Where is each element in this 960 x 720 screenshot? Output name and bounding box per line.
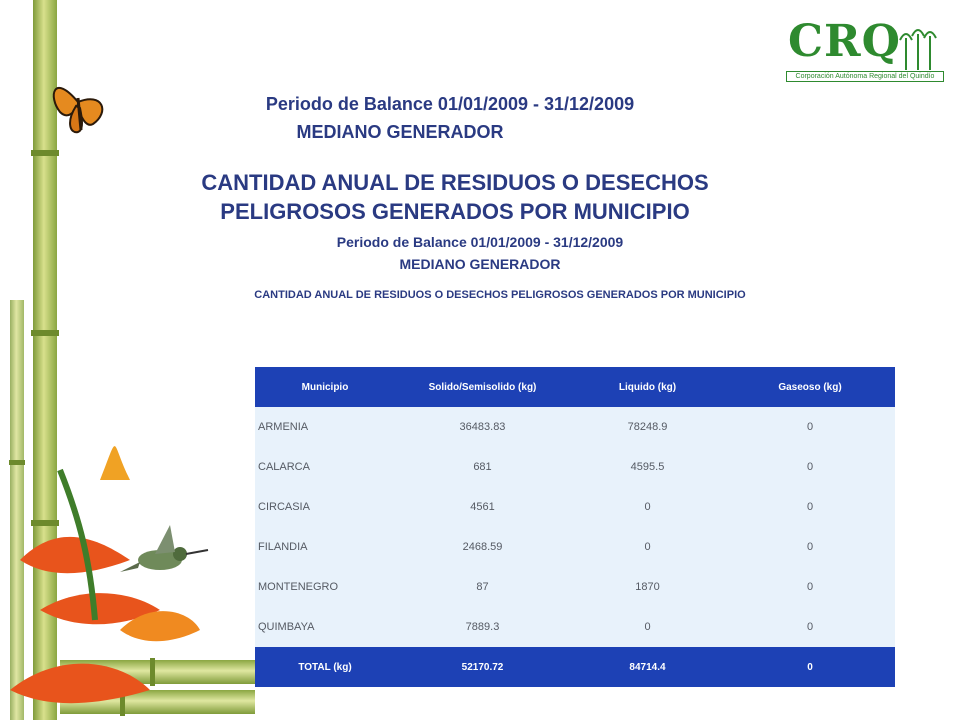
cell-liquido: 1870 xyxy=(570,567,725,607)
header-municipio: Municipio xyxy=(255,367,395,407)
total-gaseoso: 0 xyxy=(725,647,895,687)
cell-liquido: 78248.9 xyxy=(570,407,725,447)
header-liquido: Liquido (kg) xyxy=(570,367,725,407)
cell-gaseoso: 0 xyxy=(725,447,895,487)
total-liquido: 84714.4 xyxy=(570,647,725,687)
cell-solido: 681 xyxy=(395,447,570,487)
period-heading-large: Periodo de Balance 01/01/2009 - 31/12/2009 xyxy=(265,94,635,114)
cell-gaseoso: 0 xyxy=(725,607,895,647)
cell-liquido: 0 xyxy=(570,487,725,527)
waste-by-municipality-table xyxy=(255,367,895,687)
cell-solido: 87 xyxy=(395,567,570,607)
cell-gaseoso: 0 xyxy=(725,407,895,447)
cell-municipio: CALARCA xyxy=(255,447,395,487)
cell-solido: 7889.3 xyxy=(395,607,570,647)
cell-liquido: 4595.5 xyxy=(570,447,725,487)
cell-solido: 4561 xyxy=(395,487,570,527)
palm-trees-icon xyxy=(898,26,944,70)
table-total-row xyxy=(255,647,895,687)
cell-municipio: ARMENIA xyxy=(255,407,395,447)
hummingbird-illustration xyxy=(120,525,208,572)
table-row xyxy=(255,527,895,567)
cell-gaseoso: 0 xyxy=(725,567,895,607)
header-gaseoso: Gaseoso (kg) xyxy=(725,367,895,407)
butterfly-illustration xyxy=(54,88,103,132)
table-row xyxy=(255,447,895,487)
heliconia-flower-illustration xyxy=(10,446,200,703)
total-label: TOTAL (kg) xyxy=(255,647,395,687)
crq-logo xyxy=(780,8,945,90)
cell-solido: 2468.59 xyxy=(395,527,570,567)
table-row xyxy=(255,607,895,647)
cell-municipio: QUIMBAYA xyxy=(255,607,395,647)
title-heading-large: CANTIDAD ANUAL DE RESIDUOS O DESECHOS PELIGROSOS GENERADOS POR MUNICIPIO xyxy=(201,170,709,224)
logo-wordmark: CRQ xyxy=(788,16,901,67)
cell-liquido: 0 xyxy=(570,607,725,647)
table-header-row xyxy=(255,367,895,407)
cell-gaseoso: 0 xyxy=(725,487,895,527)
table-row xyxy=(255,407,895,447)
cell-gaseoso: 0 xyxy=(725,527,895,567)
table-row xyxy=(255,567,895,607)
header-solido: Solido/Semisolido (kg) xyxy=(395,367,570,407)
logo-caption: Corporación Autónoma Regional del Quindío xyxy=(786,71,944,82)
total-solido: 52170.72 xyxy=(395,647,570,687)
generator-heading-small: MEDIANO GENERADOR xyxy=(399,256,561,272)
table-row xyxy=(255,487,895,527)
cell-municipio: FILANDIA xyxy=(255,527,395,567)
period-heading-small: Periodo de Balance 01/01/2009 - 31/12/2009 xyxy=(336,234,624,250)
cell-municipio: MONTENEGRO xyxy=(255,567,395,607)
title-heading-small: CANTIDAD ANUAL DE RESIDUOS O DESECHOS PELIGROSOS GENERADOS POR MUNICIPIO xyxy=(254,289,746,301)
cell-municipio: CIRCASIA xyxy=(255,487,395,527)
generator-heading-large: MEDIANO GENERADOR xyxy=(296,122,504,142)
cell-liquido: 0 xyxy=(570,527,725,567)
cell-solido: 36483.83 xyxy=(395,407,570,447)
